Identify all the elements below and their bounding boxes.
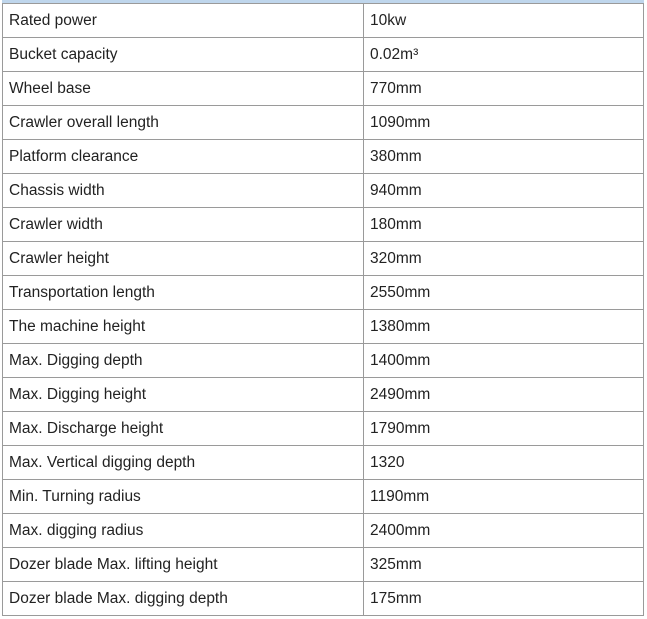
table-row xyxy=(3,344,644,378)
spec-label: Crawler width xyxy=(3,208,364,242)
spec-value: 1400mm xyxy=(364,344,644,378)
spec-label: Wheel base xyxy=(3,72,364,106)
spec-label: Max. Digging height xyxy=(3,378,364,412)
spec-label: The machine height xyxy=(3,310,364,344)
spec-value: 2490mm xyxy=(364,378,644,412)
table-row xyxy=(3,378,644,412)
table-row xyxy=(3,208,644,242)
spec-label: Max. digging radius xyxy=(3,514,364,548)
spec-label: Max. Discharge height xyxy=(3,412,364,446)
spec-value: 940mm xyxy=(364,174,644,208)
spec-value: 325mm xyxy=(364,548,644,582)
spec-label: Crawler height xyxy=(3,242,364,276)
spec-value: 380mm xyxy=(364,140,644,174)
spec-label: Platform clearance xyxy=(3,140,364,174)
spec-value: 1090mm xyxy=(364,106,644,140)
spec-value: 10kw xyxy=(364,4,644,38)
spec-value: 175mm xyxy=(364,582,644,616)
table-row xyxy=(3,106,644,140)
spec-value: 0.02m³ xyxy=(364,38,644,72)
table-row xyxy=(3,72,644,106)
table-row xyxy=(3,412,644,446)
table-row xyxy=(3,174,644,208)
table-row xyxy=(3,446,644,480)
spec-label: Chassis width xyxy=(3,174,364,208)
spec-value: 770mm xyxy=(364,72,644,106)
spec-value: 180mm xyxy=(364,208,644,242)
spec-value: 320mm xyxy=(364,242,644,276)
spec-label: Rated power xyxy=(3,4,364,38)
spec-value: 1790mm xyxy=(364,412,644,446)
spec-label: Crawler overall length xyxy=(3,106,364,140)
spec-value: 1190mm xyxy=(364,480,644,514)
spec-label: Bucket capacity xyxy=(3,38,364,72)
spec-label: Max. Vertical digging depth xyxy=(3,446,364,480)
spec-value: 1320 xyxy=(364,446,644,480)
spec-value: 2550mm xyxy=(364,276,644,310)
spec-label: Transportation length xyxy=(3,276,364,310)
table-row xyxy=(3,548,644,582)
spec-label: Min. Turning radius xyxy=(3,480,364,514)
specifications-table xyxy=(2,3,644,616)
spec-label: Max. Digging depth xyxy=(3,344,364,378)
spec-label: Dozer blade Max. lifting height xyxy=(3,548,364,582)
table-row xyxy=(3,582,644,616)
specifications-table-body xyxy=(3,4,644,616)
table-row xyxy=(3,276,644,310)
spec-label: Dozer blade Max. digging depth xyxy=(3,582,364,616)
table-row xyxy=(3,514,644,548)
spec-value: 1380mm xyxy=(364,310,644,344)
table-row xyxy=(3,140,644,174)
table-row xyxy=(3,480,644,514)
table-row xyxy=(3,4,644,38)
table-row xyxy=(3,242,644,276)
table-row xyxy=(3,310,644,344)
table-row xyxy=(3,38,644,72)
spec-value: 2400mm xyxy=(364,514,644,548)
